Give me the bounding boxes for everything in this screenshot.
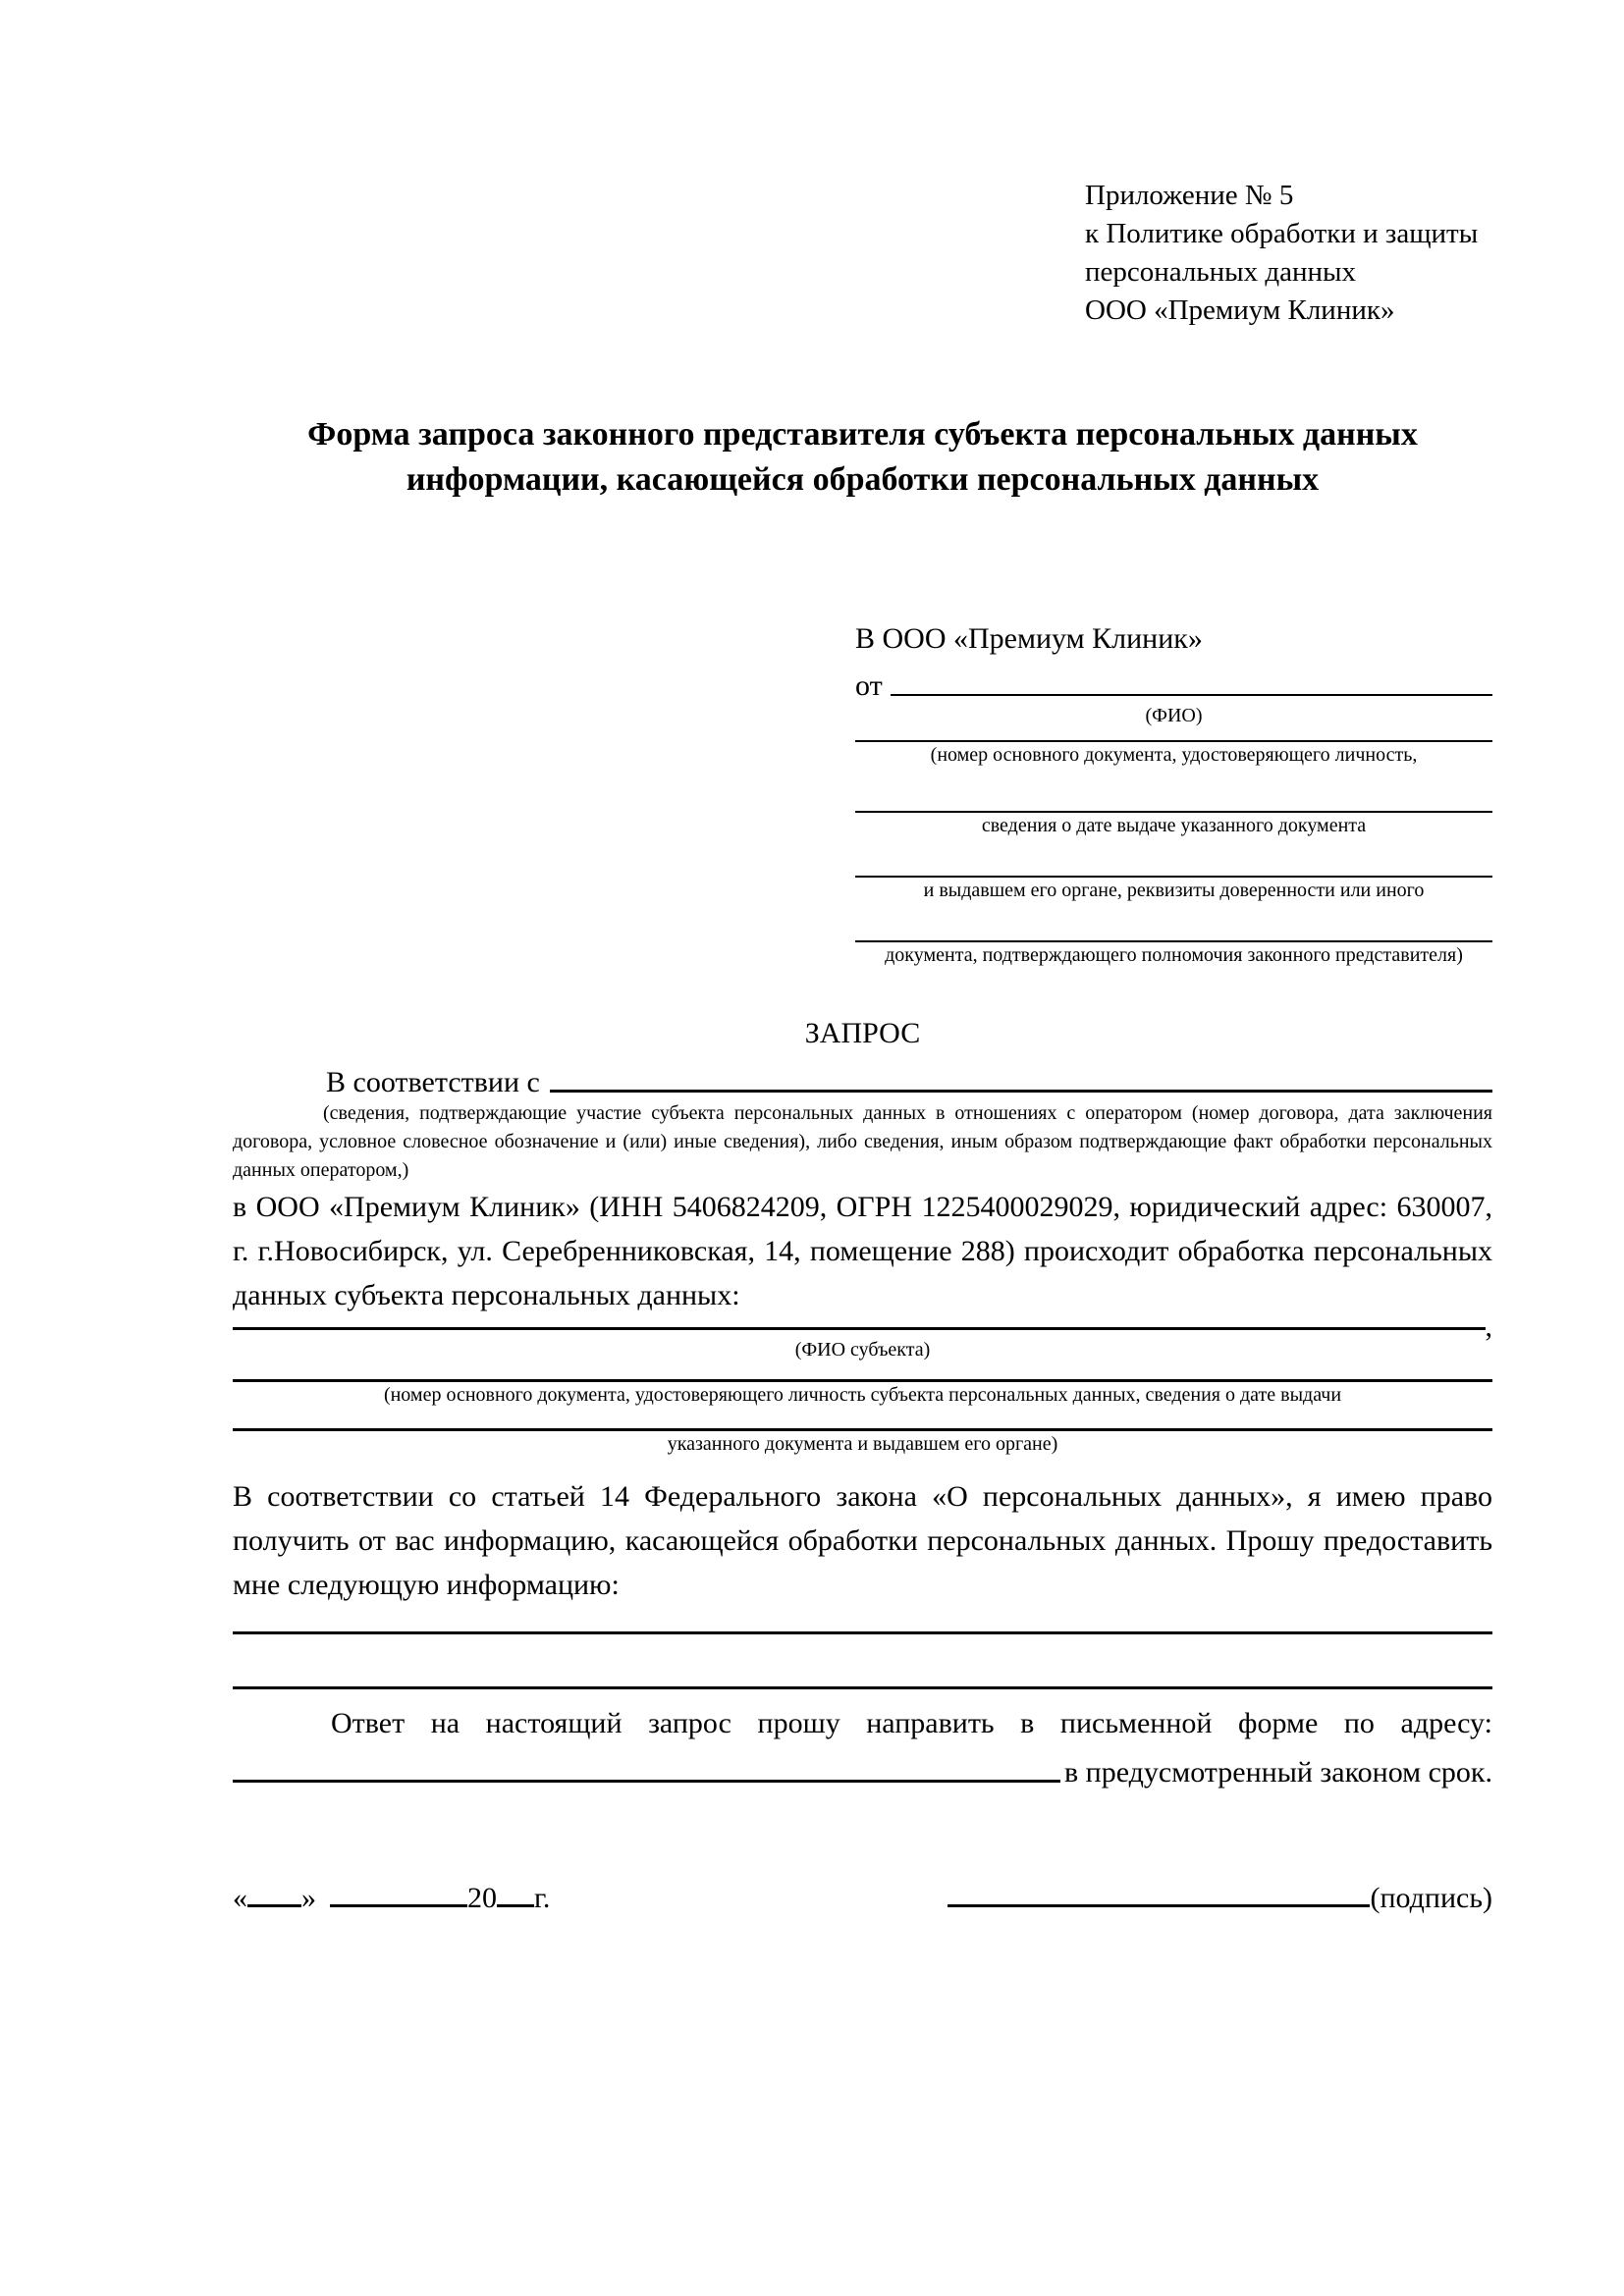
- reply-suffix: в предусмотренный законом срок.: [1064, 1756, 1492, 1789]
- signature-line: [947, 1902, 1370, 1907]
- appendix-line: Приложение № 5: [1085, 180, 1294, 211]
- from-label: от: [855, 669, 883, 702]
- signature-caption: (подпись): [1370, 1882, 1492, 1914]
- representative-name-line: [891, 694, 1492, 696]
- subject-fio-row: [233, 1310, 1492, 1343]
- trailing-comma: ,: [1485, 1310, 1492, 1343]
- basis-blank-line: [550, 1090, 1492, 1093]
- close-quote: »: [301, 1882, 316, 1914]
- representative-document-line-2: [855, 768, 1492, 813]
- reply-address-row: [233, 1745, 1492, 1789]
- operator-paragraph: в ООО «Премиум Клиник» (ИНН 5406824209, ОГРН 1225400029029, юридический адрес: 630007, г. г.Новосибирск, ул. Серебренниковская, 14, помещение 288) происходит обработка персональных данных субъекта персональных данных:: [233, 1191, 1492, 1311]
- appendix-block: [1085, 177, 1492, 330]
- document-title: Форма запроса законного представителя субъекта персональных данных информации, касающейся обработки персональных данных: [307, 416, 1418, 498]
- open-quote: «: [233, 1882, 247, 1914]
- year-blank-line: [497, 1902, 534, 1907]
- addressee-block: [855, 618, 1492, 968]
- subject-document-line-1: [233, 1362, 1492, 1382]
- requested-info-line-1: [233, 1607, 1492, 1634]
- field-caption: (номер основного документа, удостоверяющего личность,: [930, 744, 1418, 766]
- basis-label: В соответствии с: [326, 1066, 540, 1098]
- field-caption: сведения о дате выдаче указанного документа: [981, 815, 1367, 836]
- representative-document-line-1: [855, 728, 1492, 742]
- addressee-organization: В ООО «Премиум Клиник»: [855, 622, 1203, 655]
- fio-caption: (ФИО): [1145, 705, 1203, 726]
- reply-paragraph: Ответ на настоящий запрос прошу направить в письменной форме по адресу:: [331, 1707, 1492, 1739]
- month-blank-line: [330, 1902, 467, 1907]
- basis-fine-print: (сведения, подтверждающие участие субъекта персональных данных в отношениях с оператором (номер договора, дата заключения договора, условное словесное обозначение и (или) иные сведения), либо сведения, иным образом подтверждающие факт обработки персональных данных оператором,): [233, 1102, 1492, 1181]
- representative-document-line-4: [855, 903, 1492, 942]
- subject-document-caption-2: указанного документа и выдавшем его органе): [667, 1433, 1058, 1455]
- requested-info-line-2: [233, 1634, 1492, 1689]
- day-blank-line: [247, 1902, 301, 1907]
- subject-fio-caption: (ФИО субъекта): [794, 1339, 931, 1361]
- signature-row: [233, 1870, 1492, 1915]
- appendix-line: ООО «Премиум Клиник»: [1085, 294, 1395, 326]
- subject-document-caption-1: (номер основного документа, удостоверяющего личность субъекта персональных данных, сведения о дате выдачи: [383, 1384, 1342, 1406]
- representative-document-line-3: [855, 838, 1492, 878]
- field-caption: документа, подтверждающего полномочия законного представителя): [885, 944, 1463, 966]
- year-prefix: 20: [467, 1882, 497, 1914]
- request-heading: ЗАПРОС: [804, 1017, 921, 1049]
- signature-field: [947, 1882, 1492, 1915]
- date-field: [233, 1882, 550, 1915]
- field-caption: и выдавшем его органе, реквизиты доверенности или иного: [923, 880, 1425, 901]
- basis-row: [233, 1054, 1492, 1099]
- year-suffix: г.: [534, 1882, 551, 1914]
- appendix-line: к Политике обработки и защиты: [1085, 218, 1479, 249]
- law-paragraph: В соответствии со статьей 14 Федерального закона «О персональных данных», я имею право получить от вас информацию, касающейся обработки персональных данных. Прошу предоставить мне следующую информацию:: [233, 1480, 1492, 1601]
- appendix-line: персональных данных: [1085, 256, 1357, 288]
- subject-fio-line: [233, 1327, 1486, 1330]
- from-row: [855, 660, 1492, 703]
- reply-address-line: [233, 1780, 1060, 1783]
- subject-document-line-2: [233, 1408, 1492, 1431]
